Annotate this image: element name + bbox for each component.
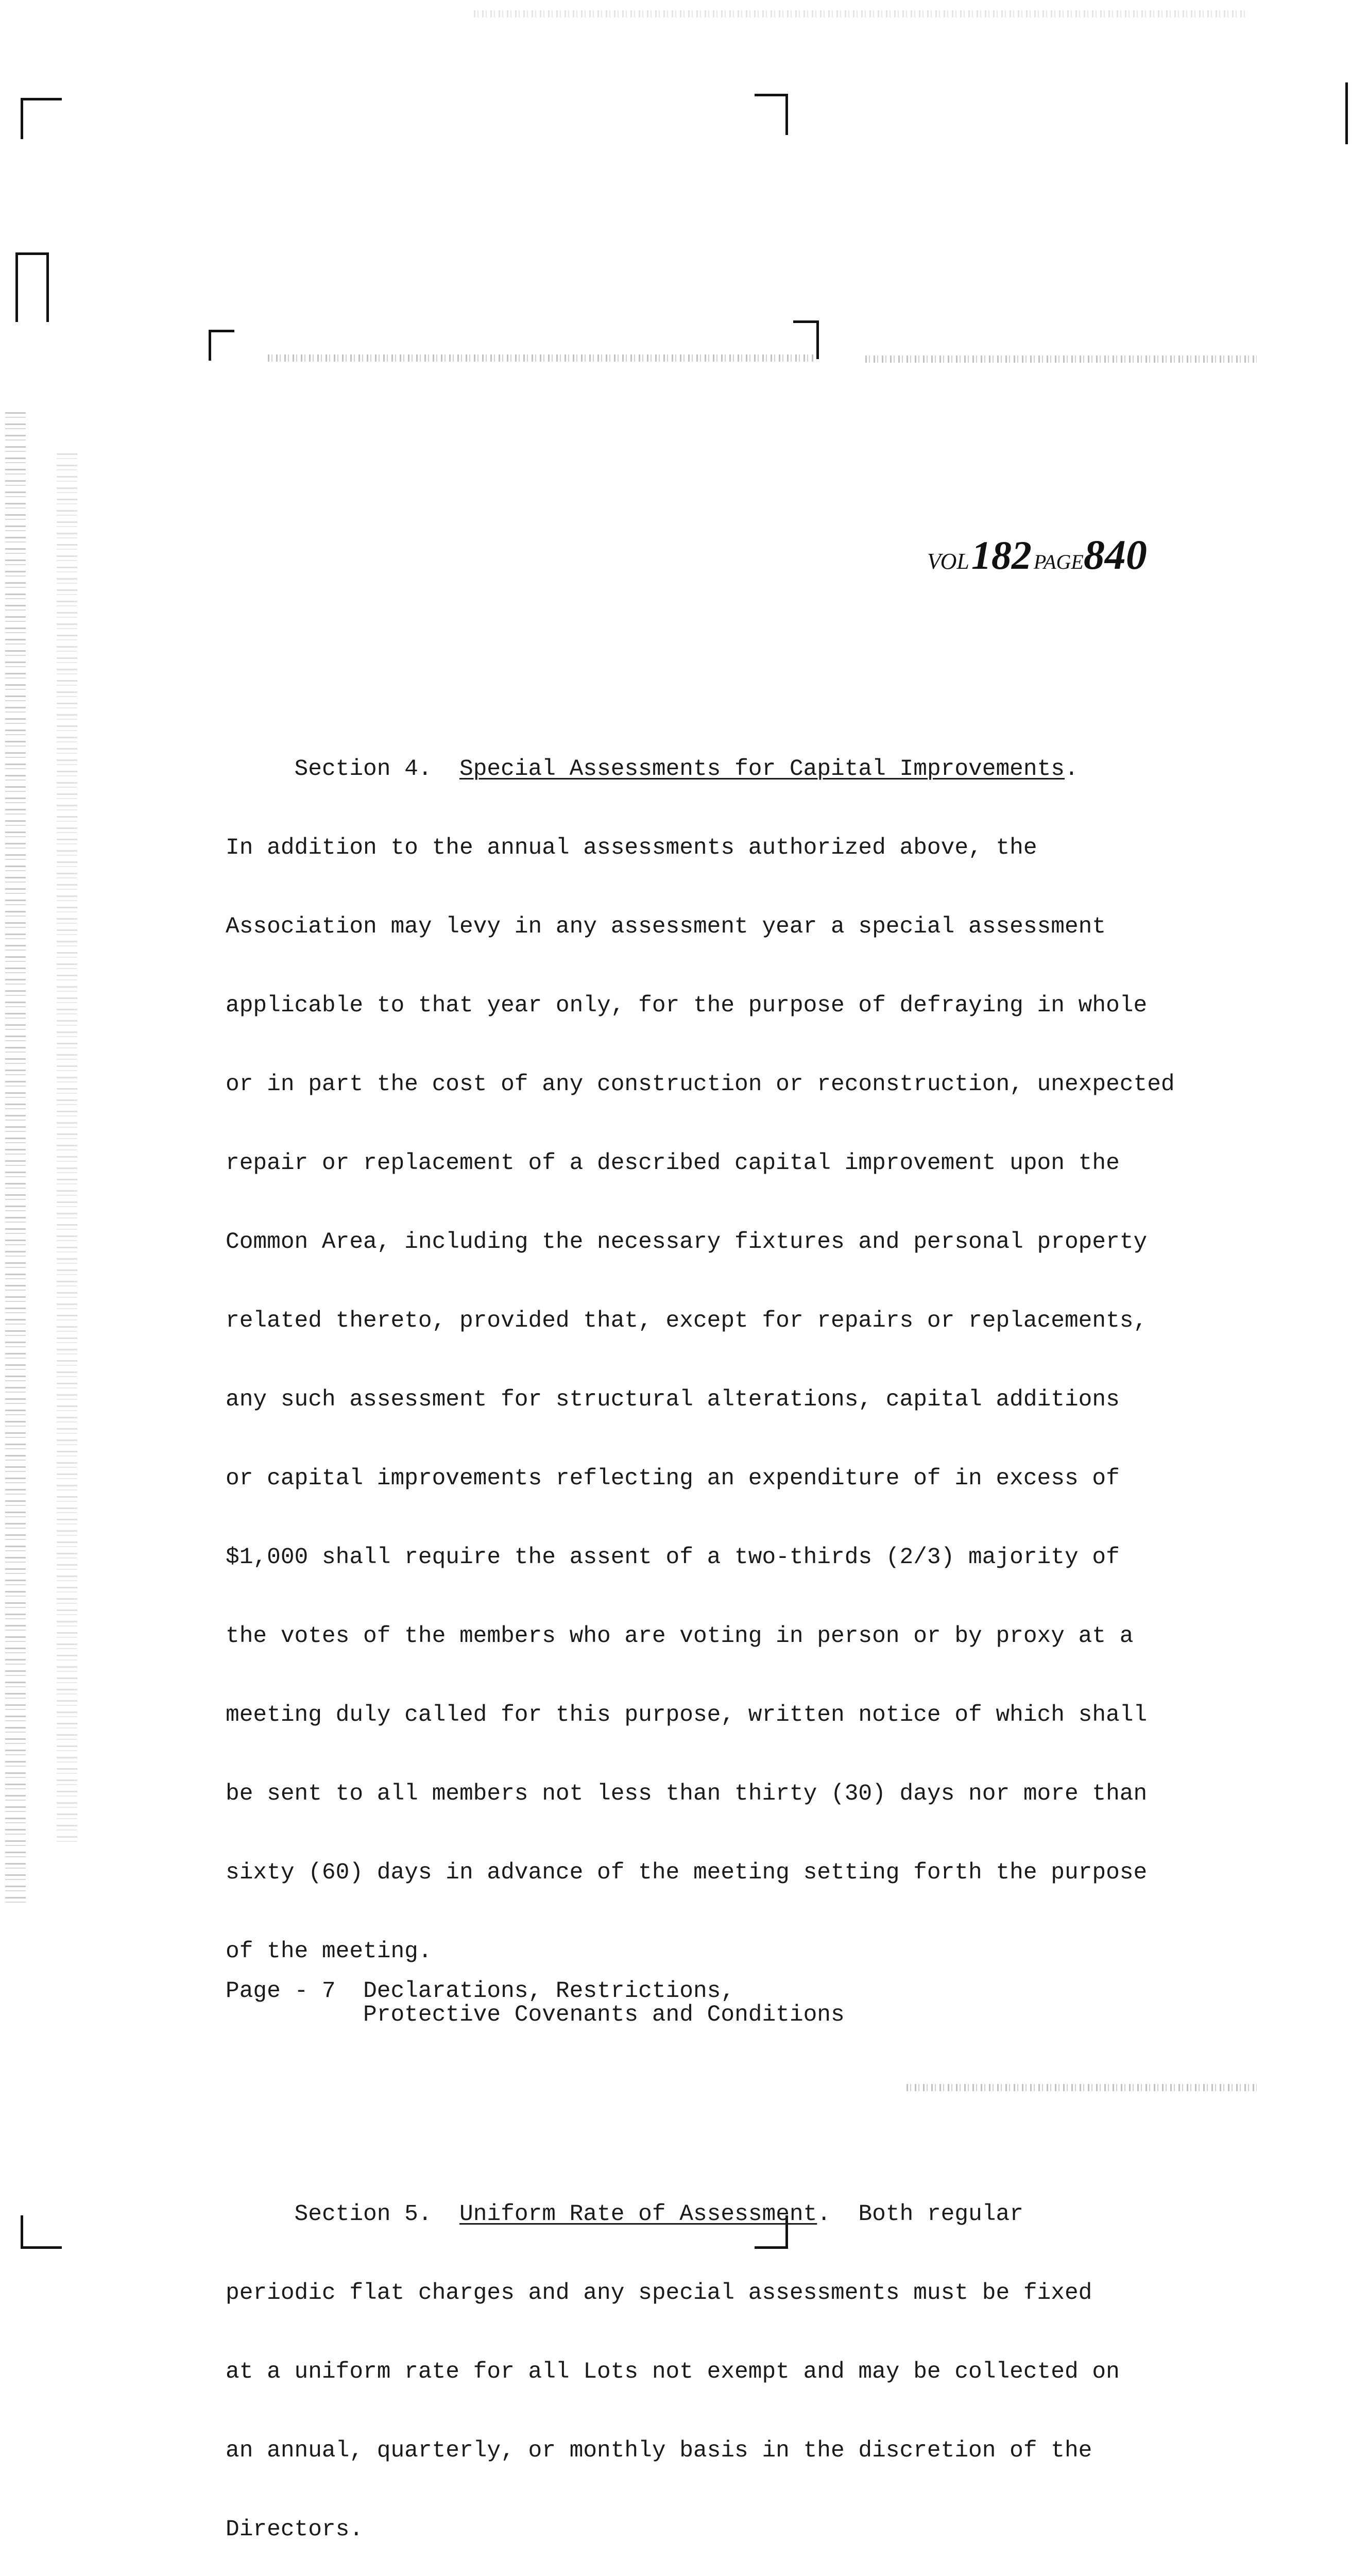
section-5-line: Both regular — [831, 2201, 1023, 2227]
section-5-line: at a uniform rate for all Lots not exempt and may be collected on — [226, 2359, 1120, 2385]
binding-mark-left — [15, 252, 49, 322]
volume-page-stamp — [927, 531, 1147, 579]
footer-title-line-1: Declarations, Restrictions, — [363, 1978, 735, 2004]
scan-noise-top-edge — [474, 10, 1246, 18]
crop-mark-inner-right — [793, 320, 819, 359]
footer-page-label: Page - 7 — [226, 1978, 336, 2004]
section-4-line: Association may levy in any assessment year a special assessment — [226, 914, 1106, 940]
section-4-title: Special Assessments for Capital Improvements — [459, 756, 1065, 782]
section-5-number: Section 5. — [294, 2201, 432, 2227]
crop-mark-top-right — [755, 94, 788, 135]
section-5: Section 5. Uniform Rate of Assessment. Both regular periodic flat charges and any special assessments must be fixed at a uniform rate for all Lots not exempt and may be collected on an annual, quarterly, or monthly basis in the discretion of the Directors. — [226, 2149, 1302, 2576]
section-5-line: Directors. — [226, 2517, 364, 2543]
section-5-line: an annual, quarterly, or monthly basis in the discretion of the — [226, 2438, 1092, 2464]
section-4: Section 4. Special Assessments for Capital Improvements. In addition to the annual assessments authorized above, the Association may levy in any assessment year a special assessment applicable to that year only, for the purpose of defraying in whole or in part the cost of any construction or reconstruction, unexpected repair or replacement of a described capital improvement upon the Common Area, including the necessary fixtures and personal property related thereto, provided that, except for repairs or replacements, any such assessment for structural alterations, capital additions or capital improvements reflecting an expenditure of in excess of $1,000 shall require the assent of a two-thirds (2/3) majority of the votes of the members who are voting in person or by proxy at a meeting duly called for this purpose, written notice of which shall be sent to all members not less than thirty (30) days nor more than sixty (60) days in advance of the meeting setting forth the purpose of the meeting. — [226, 704, 1302, 2018]
section-4-line: of the meeting. — [226, 1939, 432, 1964]
section-4-line: related thereto, provided that, except for repairs or replacements, — [226, 1308, 1148, 1334]
section-4-line: $1,000 shall require the assent of a two-thirds (2/3) majority of — [226, 1545, 1120, 1570]
scan-noise-left-edge — [5, 412, 26, 1906]
crop-mark-inner-left — [209, 330, 234, 361]
scan-noise-left-edge-2 — [57, 453, 77, 1844]
edge-mark-right — [1345, 82, 1348, 144]
section-4-number: Section 4. — [294, 756, 432, 782]
section-4-line: any such assessment for structural alterations, capital additions — [226, 1387, 1120, 1413]
page-label: PAGE — [1033, 550, 1084, 573]
section-4-line: be sent to all members not less than thirty (30) days nor more than — [226, 1781, 1148, 1807]
section-4-line: repair or replacement of a described capital improvement upon the — [226, 1150, 1120, 1176]
section-4-line: applicable to that year only, for the purpose of defraying in whole — [226, 993, 1148, 1019]
scan-noise-top-band — [268, 354, 814, 362]
section-4-line: meeting duly called for this purpose, written notice of which shall — [226, 1702, 1148, 1728]
footer-title-line-2: Protective Covenants and Conditions — [363, 2002, 845, 2028]
page-number: 840 — [1083, 531, 1147, 578]
section-4-line: the votes of the members who are voting in person or by proxy at a — [226, 1623, 1134, 1649]
section-4-line: Common Area, including the necessary fixtures and personal property — [226, 1229, 1148, 1255]
section-4-line: or in part the cost of any construction or reconstruction, unexpected — [226, 1072, 1175, 1097]
section-5-title: Uniform Rate of Assessment — [459, 2201, 817, 2227]
section-4-line: sixty (60) days in advance of the meeting setting forth the purpose — [226, 1860, 1148, 1886]
volume-label: VOL — [927, 549, 969, 574]
page-footer — [226, 1979, 845, 2027]
volume-number: 182 — [971, 533, 1032, 578]
document-body — [226, 599, 1302, 2576]
section-4-line: or capital improvements reflecting an expenditure of in excess of — [226, 1466, 1120, 1492]
crop-mark-bottom-left — [21, 2215, 62, 2249]
crop-mark-top-left — [21, 98, 62, 139]
scan-noise-top-band-right — [865, 355, 1257, 363]
section-4-line: In addition to the annual assessments authorized above, the — [226, 835, 1037, 861]
section-5-line: periodic flat charges and any special assessments must be fixed — [226, 2280, 1092, 2306]
